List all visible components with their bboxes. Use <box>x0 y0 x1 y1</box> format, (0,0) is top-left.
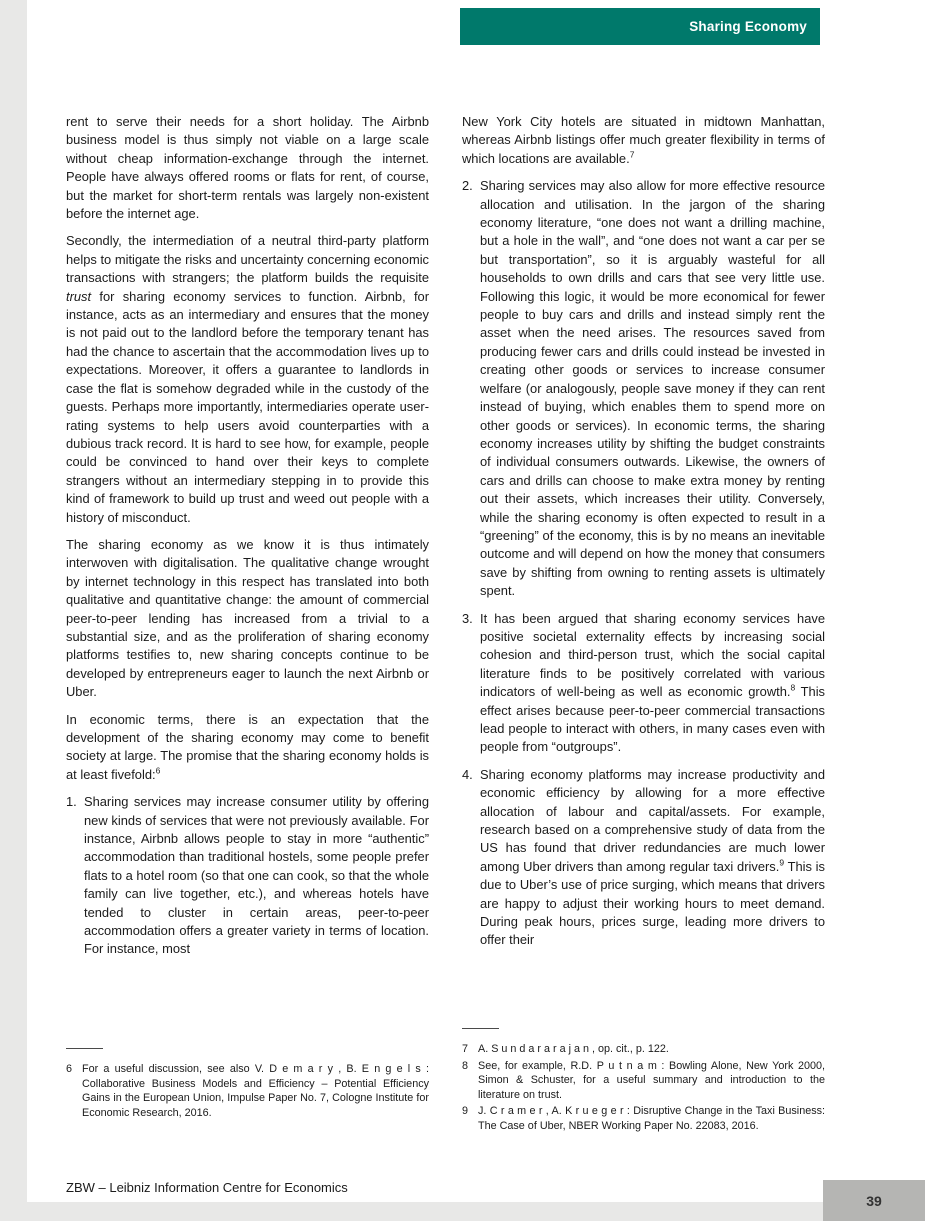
page-number-box <box>823 1180 925 1221</box>
footnote-number: 7 <box>462 1043 469 1055</box>
paragraph: rent to serve their needs for a short holiday. The Airbnb business model is thus simply not viable on a large scale without cheap information-exchange through the internet. People have always offered rooms or flats for rent, of course, but the market for short-term rentals was largely non-existent before the internet age. <box>66 114 429 222</box>
paragraph <box>66 232 429 527</box>
footnotes-left <box>66 1048 429 1122</box>
paragraph <box>66 711 429 785</box>
footnote-6 <box>66 1062 429 1120</box>
footnote-marker: 8 <box>790 682 796 693</box>
list-text <box>480 766 825 950</box>
list-number: 1. <box>66 794 77 810</box>
text-run: Secondly, the intermediation of a neutral third-party platform helps to mitigate the risks and uncertainty concerning economic transactions with strangers; the platform builds the requisite <box>66 233 429 286</box>
list-number: 3. <box>462 610 473 626</box>
page-edge-bottom <box>0 1202 925 1221</box>
footnote-number: 9 <box>462 1105 469 1118</box>
footnote-text: See, for example, R.D. P u t n a m : Bowling Alone, New York 2000, Simon & Schuster, for a useful summary and introduction to the literature on trust. <box>478 1059 825 1101</box>
footnote-9 <box>462 1104 825 1133</box>
paragraph: The sharing economy as we know it is thus intimately interwoven with digitalisation. The qualitative change wrought by internet technology in this respect has translated into both qualitative and quantitative change: the amount of commercial peer-to-peer lending has increased from a trivial to a substantial size, and as the proliferation of sharing economy platforms testifies to, new sharing concepts continue to be developed by entrepreneurs eager to launch the next Airbnb or Uber. <box>66 536 429 700</box>
footnote-rule <box>66 1048 103 1049</box>
text-run: This is due to Uber’s use of price surging, which means that drivers are happy to adjust their working hours to meet demand. During peak hours, prices surge, leading more drivers to offer their <box>480 858 825 948</box>
footnote-number: 6 <box>66 1063 73 1075</box>
list-number: 2. <box>462 178 473 194</box>
footnote-7 <box>462 1042 825 1057</box>
text-run: Sharing economy platforms may increase productivity and economic efficiency by allowing for a more effective allocation of labour and capital/assets. For example, research based on a comprehensive study of data from the US has found that driver redundancies are much lower among Uber drivers than among regular taxi drivers. <box>480 766 825 874</box>
right-column <box>462 113 825 1025</box>
list-text: Sharing services may also allow for more effective resource allocation and utilisation. In the jargon of the sharing economy literature, “one does not want a drilling machine, but a hole in the wall”, and “one does not want a car per se but transportation”, so it is arguably wasteful for all households to own drills and cars that see very little use. Following this logic, it would be more economical for fewer people to buy cars and drills and instead simply rent the asset when the need arises. The resources saved from producing fewer cars and drills could instead be invested in creating other goods or services to increase consumer welfare (or analogously, people save money if they can rent instead of buying, which enables them to spend more on other goods or services). In economic terms, the sharing economy increases utility by shifting the budget constraints of individual consumers outwards. Likewise, the owners of cars and drills can choose to make extra money by renting out their assets, which increases their utility. Conversely, while the sharing economy is often expected to result in a “greening” of the economy, this is by no means an inevitable outcome and will depend on how the money that consumers save by shifting from owning to renting assets is ultimately spent. <box>480 178 825 599</box>
text-run: In economic terms, there is an expectation that the development of the sharing economy may come to benefit society at large. The promise that the sharing economy holds is at least fivefold: <box>66 711 429 782</box>
italic-term: trust <box>66 288 92 304</box>
list-item-3 <box>462 610 825 757</box>
section-header-tab <box>460 8 820 45</box>
footnote-text: For a useful discussion, see also V. D e m a r y , B. E n g e l s : Collaborative Business Models and Efficiency – Potential Efficiency Gains in the European Union, Impulse Paper No. 7, Cologne Institute for Economic Research, 2016. <box>82 1063 429 1119</box>
footnote-marker: 6 <box>155 765 161 776</box>
left-column <box>66 113 429 1045</box>
footnote-text: J. C r a m e r , A. K r u e g e r : Disruptive Change in the Taxi Business: The Case of Uber, NBER Working Paper No. 22083, 2016. <box>478 1105 825 1132</box>
text-run: This effect arises because peer-to-peer commercial transactions lead people to interact with others, in many cases even with people from “outgroups”. <box>480 684 825 755</box>
section-title: Sharing Economy <box>689 19 807 34</box>
footnote-rule <box>462 1028 499 1029</box>
text-run: It has been argued that sharing economy services have positive societal externality effects by increasing social cohesion and third-person trust, which the social capital literature finds to be positively correlated with various indicators of well-being as well as economic growth. <box>480 610 825 700</box>
footnote-8 <box>462 1059 825 1103</box>
list-text: Sharing services may increase consumer utility by offering new kinds of services that were not previously available. For instance, Airbnb allows people to stay in more “authentic” accommodation than traditional hostels, some people prefer flats to a hotel room (so that one can cook, so that the whole family can live together, etc.), and whereas hotels have tended to cluster in certain areas, peer-to-peer accommodation offers a greater variety in terms of location. For instance, most <box>84 794 429 957</box>
list-number: 4. <box>462 766 473 782</box>
footnote-number: 8 <box>462 1059 469 1072</box>
page-number: 39 <box>866 1192 882 1209</box>
paragraph <box>462 113 825 168</box>
list-item-4 <box>462 766 825 950</box>
text-run: New York City hotels are situated in midtown Manhattan, whereas Airbnb listings offer much greater flexibility in terms of which locations are available. <box>462 114 825 166</box>
journal-footer: ZBW – Leibniz Information Centre for Economics <box>66 1180 348 1195</box>
list-item-1 <box>66 793 429 959</box>
text-run: for sharing economy services to function. Airbnb, for instance, acts as an intermediary and ensures that the money is not paid out to the landlord before the temporary tenant has had the chance to ascertain that the accommodation lives up to expectations. Moreover, it offers a guarantee to landlords in case the flat is somehow degraded while in the custody of the guests. Perhaps more importantly, intermediaries operate user-rating systems to help users avoid counterparties with a dubious track record. It is hard to see how, for example, people could be convinced to hand over their keys to complete strangers without an intermediary stepping in to provide this kind of framework to build up trust and weed out people with a history of misconduct. <box>66 288 429 525</box>
footnote-marker: 7 <box>629 149 635 160</box>
list-text <box>480 610 825 757</box>
footnotes-right <box>462 1028 825 1136</box>
footnote-text: A. S u n d a r a r a j a n , op. cit., p. 122. <box>478 1043 669 1055</box>
page-edge-left <box>0 0 27 1221</box>
footnote-marker: 9 <box>779 857 785 868</box>
list-item-2 <box>462 177 825 600</box>
